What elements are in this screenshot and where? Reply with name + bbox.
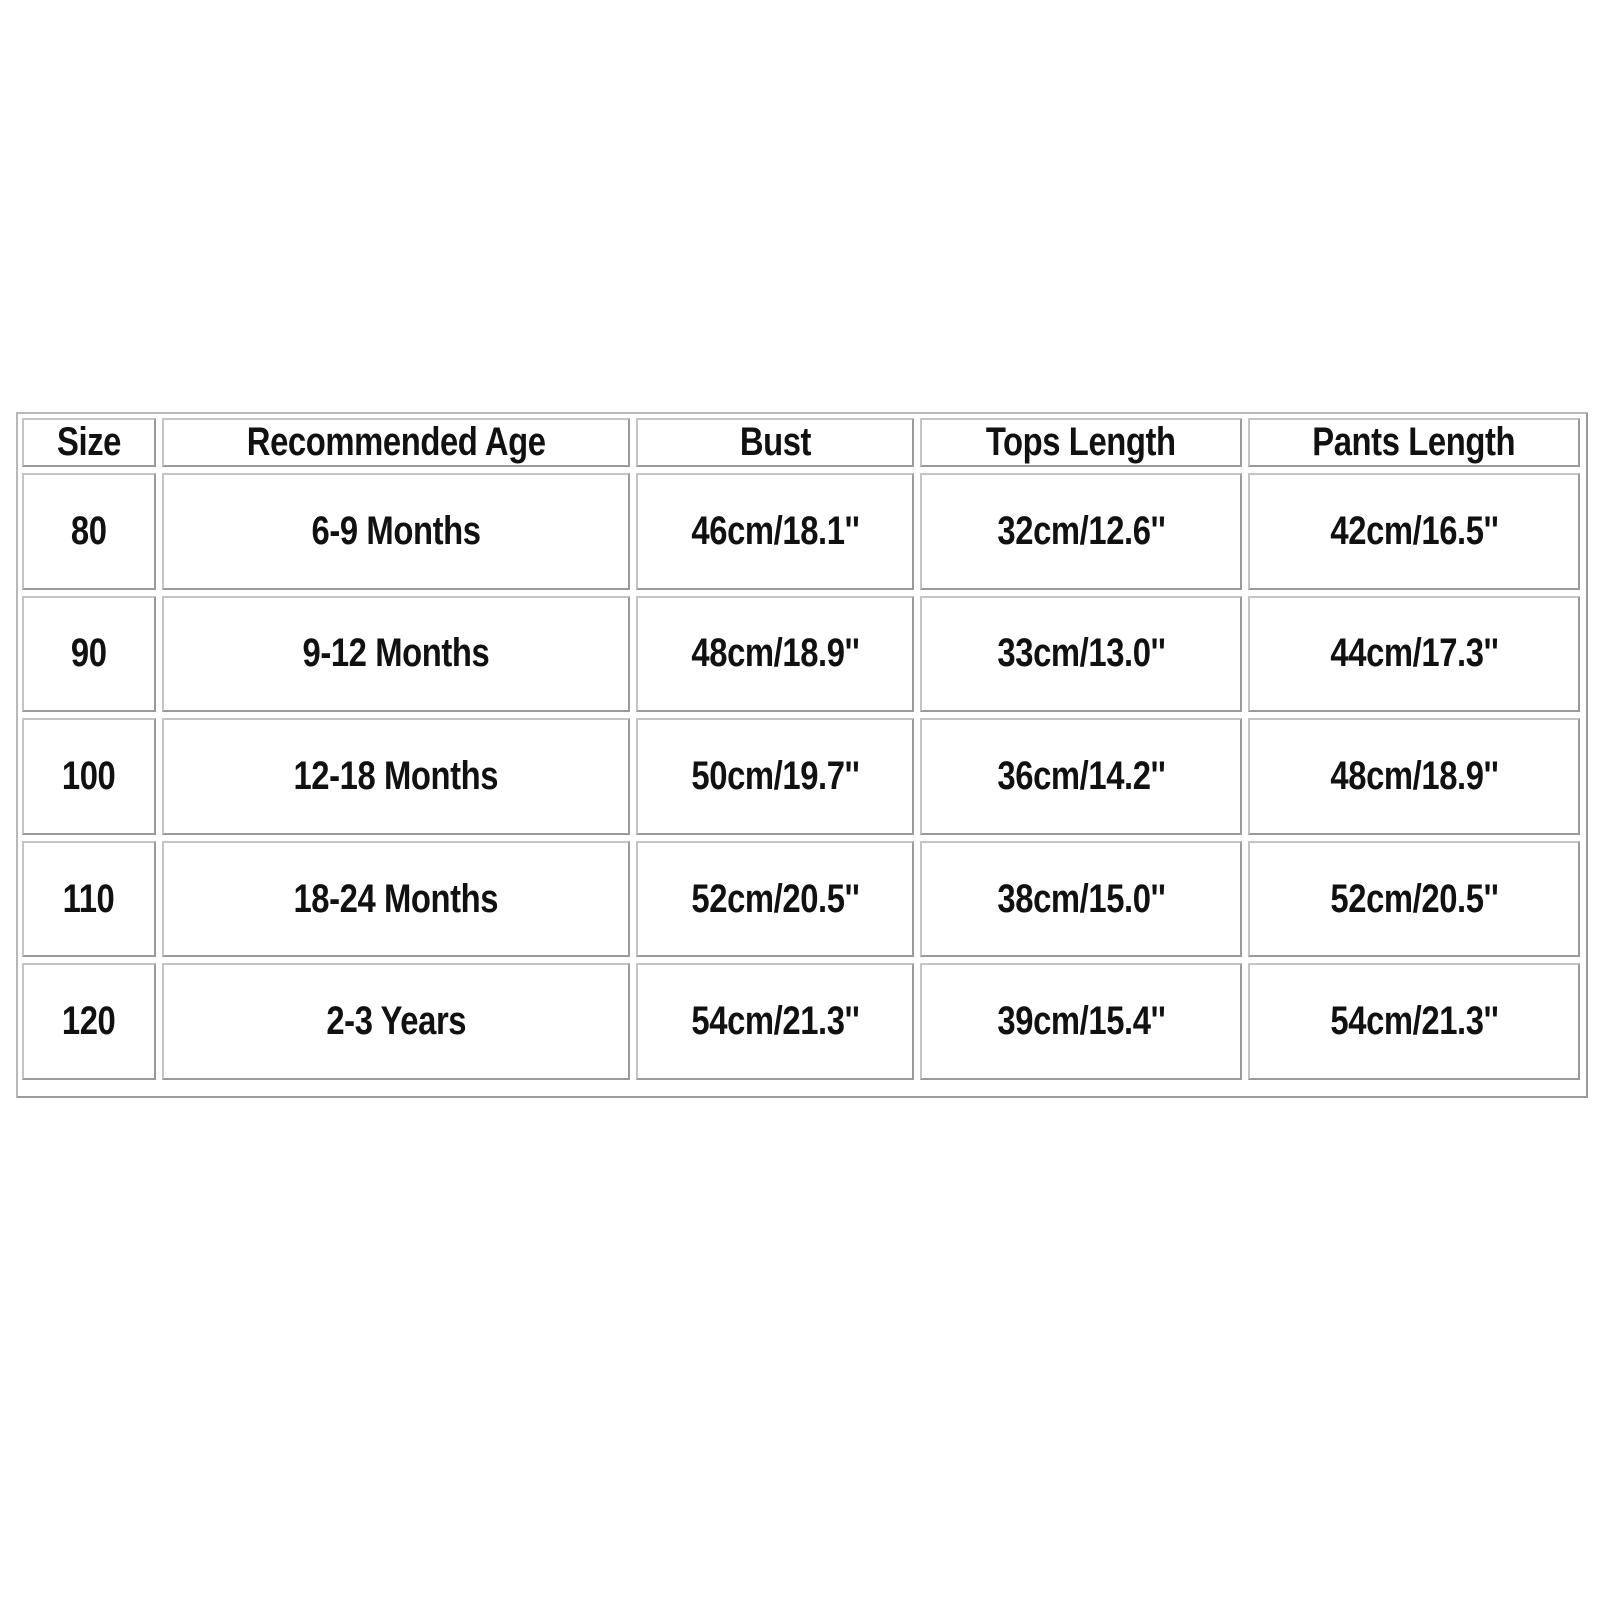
cell-tops-length: 36cm/14.2'' <box>920 718 1242 835</box>
table-row <box>22 841 1580 958</box>
cell-tops-length: 33cm/13.0'' <box>920 596 1242 713</box>
table-row <box>22 473 1580 590</box>
header-bust: Bust <box>636 418 914 467</box>
cell-recommended-age: 18-24 Months <box>162 841 630 958</box>
size-chart-table <box>16 412 1586 1086</box>
table-row <box>22 963 1580 1080</box>
table-row <box>22 596 1580 713</box>
cell-bust: 50cm/19.7'' <box>636 718 914 835</box>
header-recommended-age: Recommended Age <box>162 418 630 467</box>
cell-recommended-age: 6-9 Months <box>162 473 630 590</box>
cell-tops-length: 38cm/15.0'' <box>920 841 1242 958</box>
cell-bust: 48cm/18.9'' <box>636 596 914 713</box>
cell-size: 90 <box>22 596 156 713</box>
cell-pants-length: 42cm/16.5'' <box>1248 473 1580 590</box>
cell-bust: 52cm/20.5'' <box>636 841 914 958</box>
cell-bust: 54cm/21.3'' <box>636 963 914 1080</box>
cell-size: 100 <box>22 718 156 835</box>
cell-bust: 46cm/18.1'' <box>636 473 914 590</box>
cell-size: 120 <box>22 963 156 1080</box>
cell-size: 110 <box>22 841 156 958</box>
cell-pants-length: 48cm/18.9'' <box>1248 718 1580 835</box>
header-size: Size <box>22 418 156 467</box>
cell-recommended-age: 9-12 Months <box>162 596 630 713</box>
cell-pants-length: 54cm/21.3'' <box>1248 963 1580 1080</box>
cell-pants-length: 44cm/17.3'' <box>1248 596 1580 713</box>
cell-tops-length: 39cm/15.4'' <box>920 963 1242 1080</box>
table-row <box>22 718 1580 835</box>
header-pants-length: Pants Length <box>1248 418 1580 467</box>
cell-recommended-age: 2-3 Years <box>162 963 630 1080</box>
cell-pants-length: 52cm/20.5'' <box>1248 841 1580 958</box>
cell-tops-length: 32cm/12.6'' <box>920 473 1242 590</box>
cell-recommended-age: 12-18 Months <box>162 718 630 835</box>
header-tops-length: Tops Length <box>920 418 1242 467</box>
cell-size: 80 <box>22 473 156 590</box>
header-row <box>22 418 1580 467</box>
size-chart-frame <box>16 412 1588 1098</box>
